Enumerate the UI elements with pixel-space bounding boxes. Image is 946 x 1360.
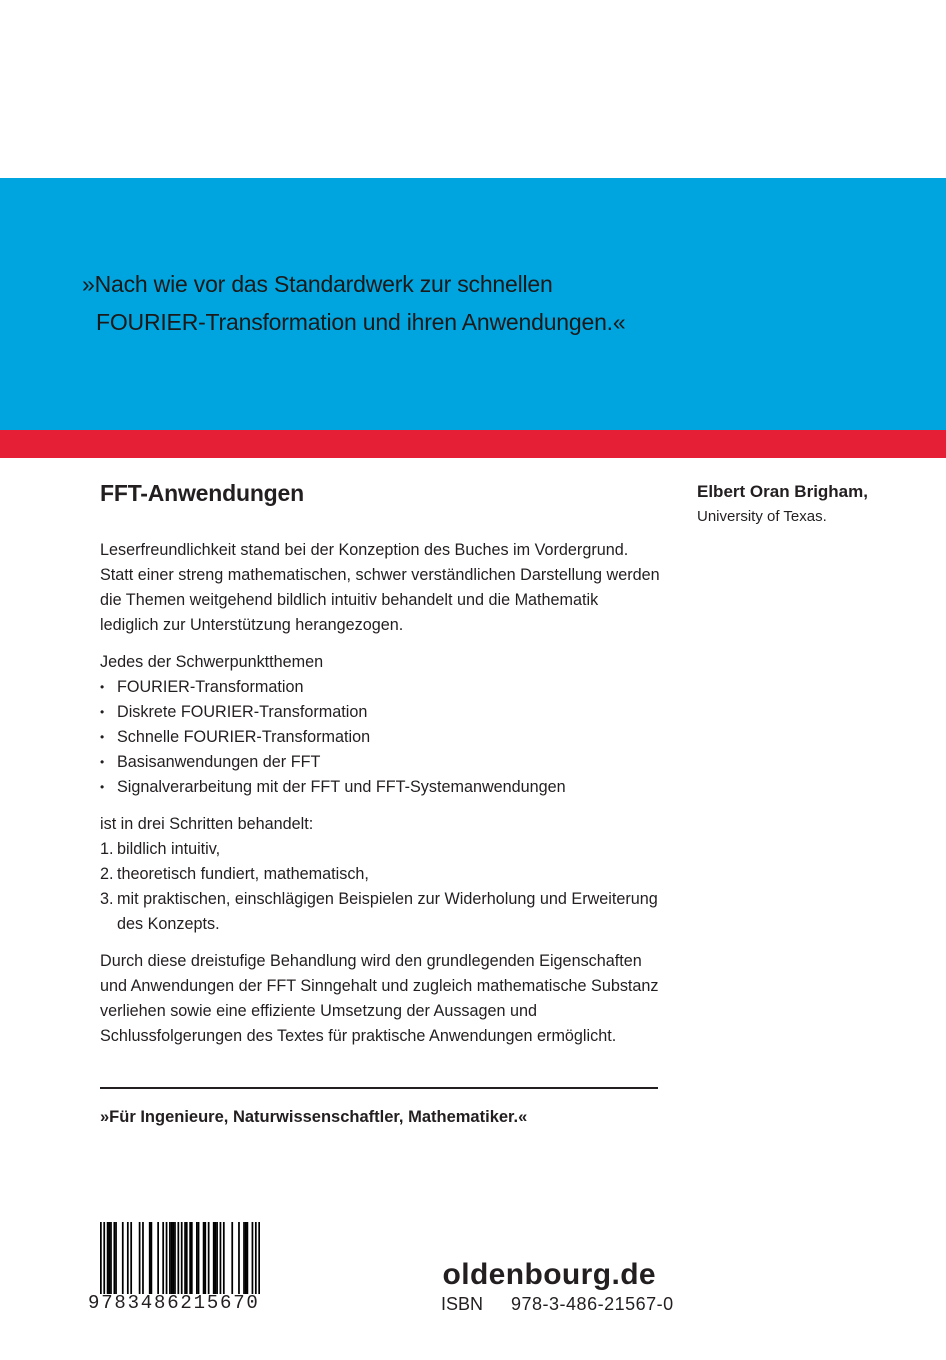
steps-list [100, 837, 660, 937]
barcode-bar [203, 1222, 205, 1294]
barcode-digits: 9783486215670 [88, 1292, 260, 1314]
conclusion-paragraph: Durch diese dreistufige Behandlung wird den grundlegenden Eigenschaften und Anwendungen der FFT Sinngehalt und zugleich mathematische Substanz verliehen sowie eine effiziente Umsetzung der Aussagen und Schlussfolgerungen des Textes für praktische Anwendungen ermöglicht. [100, 952, 659, 1045]
list-item [100, 862, 660, 887]
list-item [100, 837, 660, 862]
barcode-bar [127, 1222, 129, 1294]
barcode-bar [108, 1222, 110, 1294]
barcode-bar [216, 1222, 218, 1294]
barcode-bar [255, 1222, 257, 1294]
barcode-bar [189, 1222, 191, 1294]
barcode-bar [196, 1222, 198, 1294]
barcode-bar [198, 1222, 200, 1294]
step-text: bildlich intuitiv, [117, 840, 221, 858]
barcode-bar [247, 1222, 249, 1294]
barcode-bar [231, 1222, 233, 1294]
barcode-bar [215, 1222, 217, 1294]
barcode-bar [103, 1222, 105, 1294]
blurb-body [100, 538, 660, 1061]
barcode-bar [130, 1222, 132, 1294]
red-band [0, 430, 946, 458]
isbn [441, 1294, 674, 1315]
barcode-bar [110, 1222, 112, 1294]
barcode-bar [186, 1222, 188, 1294]
barcode-bar [171, 1222, 173, 1294]
step-text: mit praktischen, einschlägigen Beispielen zur Widerholung und Erweiterung des Konzepts. [117, 890, 658, 933]
barcode-bar [177, 1222, 179, 1294]
intro-paragraph: Leserfreundlichkeit stand bei der Konzeption des Buches im Vordergrund. Statt einer streng mathematischen, schwer verständlichen Darstellung werden die Themen weitgehend bildlich intuitiv behandelt und die Mathematik lediglich zur Unterstützung herangezogen. [100, 541, 660, 634]
steps-intro: ist in drei Schritten behandelt: [100, 815, 314, 833]
barcode-bar [223, 1222, 225, 1294]
list-item: • FOURIER-Transformation [100, 675, 660, 700]
tagline: »Für Ingenieure, Naturwissenschaftler, Mathematiker.« [100, 1108, 528, 1126]
barcode-bar [172, 1222, 174, 1294]
barcode-bar [115, 1222, 117, 1294]
barcode-bar [174, 1222, 176, 1294]
step-number: 2. [100, 865, 114, 883]
list-item: • Signalverarbeitung mit der FFT und FFT-Systemanwendungen [100, 775, 660, 800]
barcode-bar [184, 1222, 186, 1294]
barcode-bar [169, 1222, 171, 1294]
author-affiliation: University of Texas. [697, 508, 827, 525]
topics-block [100, 650, 660, 800]
barcode-bar [166, 1222, 168, 1294]
step-number: 3. [100, 890, 114, 908]
blue-band [0, 178, 946, 430]
barcode-bar [243, 1222, 245, 1294]
quote-line-2: FOURIER-Transformation und ihren Anwendungen.« [96, 309, 626, 335]
barcode-bar [213, 1222, 215, 1294]
barcode-bar [107, 1222, 109, 1294]
book-title: FFT-Anwendungen [100, 480, 304, 506]
barcode-bar [191, 1222, 193, 1294]
barcode-bar [142, 1222, 144, 1294]
barcode-bar [220, 1222, 222, 1294]
isbn-value: 978-3-486-21567-0 [511, 1294, 674, 1314]
list-item: • Schnelle FOURIER-Transformation [100, 725, 660, 750]
barcode-bar [258, 1222, 260, 1294]
barcode-bar [181, 1222, 183, 1294]
barcode-bar [208, 1222, 210, 1294]
step-text: theoretisch fundiert, mathematisch, [117, 865, 369, 883]
list-item: • Basisanwendungen der FFT [100, 750, 660, 775]
steps-block [100, 812, 660, 937]
barcode-bar [162, 1222, 164, 1294]
topics-intro: Jedes der Schwerpunktthemen [100, 653, 324, 671]
barcode-bar [122, 1222, 124, 1294]
author-name: Elbert Oran Brigham, [697, 482, 868, 501]
barcode-bar [113, 1222, 115, 1294]
barcode-bar [151, 1222, 153, 1294]
barcode-bar [100, 1222, 102, 1294]
list-item [100, 887, 660, 937]
barcode-bar [238, 1222, 240, 1294]
barcode-bar [252, 1222, 254, 1294]
isbn-label: ISBN [441, 1294, 484, 1314]
divider [100, 1087, 658, 1089]
barcode-bar [245, 1222, 247, 1294]
list-item: • Diskrete FOURIER-Transformation [100, 700, 660, 725]
topics-list [100, 675, 660, 800]
publisher-site: oldenbourg.de [442, 1258, 656, 1291]
step-number: 1. [100, 840, 114, 858]
barcode-bar [139, 1222, 141, 1294]
quote-line-1: »Nach wie vor das Standardwerk zur schnellen [82, 271, 553, 297]
barcode-bar [149, 1222, 151, 1294]
barcode [100, 1222, 260, 1294]
barcode-bar [157, 1222, 159, 1294]
barcode-bar [204, 1222, 206, 1294]
